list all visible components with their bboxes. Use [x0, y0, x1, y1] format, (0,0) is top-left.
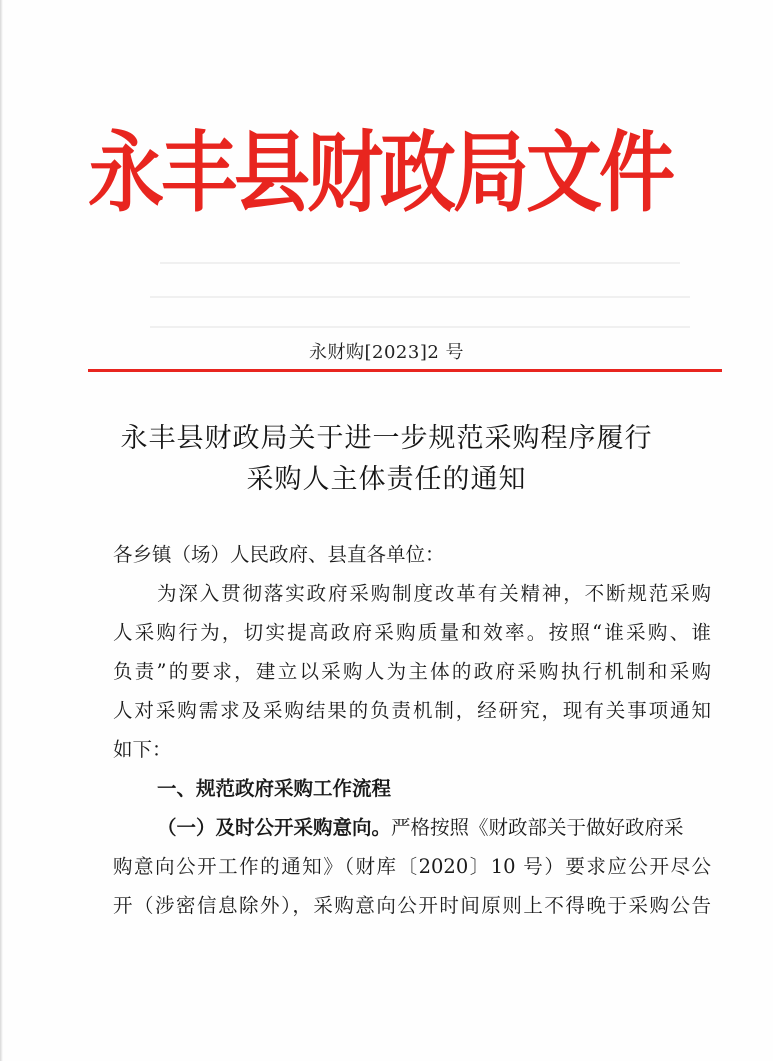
notice-title-line-2: 采购人主体责任的通知	[246, 464, 527, 495]
subsection-heading: （一）及时公开采购意向。	[157, 816, 392, 839]
subsection-first-line	[113, 808, 711, 847]
paragraph-line: 如下：	[113, 738, 172, 761]
paragraph-line: 购意向公开工作的通知》（财库〔2020〕10 号）要求应公开尽公	[113, 855, 711, 878]
bleed-through-mark	[150, 296, 690, 298]
paragraph-line: 人采购行为，切实提高政府采购质量和效率。按照“谁采购、谁	[113, 621, 711, 644]
section-heading: 一、规范政府采购工作流程	[157, 777, 392, 800]
paragraph-line: 人对采购需求及采购结果的负责机制，经研究，现有关事项通知	[113, 699, 711, 722]
subsection-line-text: 严格按照《财政部关于做好政府采	[391, 816, 684, 839]
paragraph-line: 开（涉密信息除外），采购意向公开时间原则上不得晚于采购公告	[113, 894, 711, 917]
issuer-masthead: 永丰县财政局文件	[88, 121, 672, 224]
red-separator-line	[88, 369, 722, 372]
paragraph-line: 为深入贯彻落实政府采购制度改革有关精神，不断规范采购	[157, 582, 711, 605]
document-number: 永财购[2023]2 号	[308, 342, 465, 363]
notice-body	[113, 535, 711, 925]
salutation: 各乡镇（场）人民政府、县直各单位：	[113, 543, 445, 566]
paragraph-line: 负责”的要求，建立以采购人为主体的政府采购执行机制和采购	[113, 660, 711, 683]
bleed-through-mark	[160, 262, 680, 264]
bleed-through-mark	[150, 326, 690, 328]
notice-title-line-1: 永丰县财政局关于进一步规范采购程序履行	[120, 423, 653, 454]
page-edge-shadow	[0, 0, 3, 1061]
notice-title	[0, 418, 773, 500]
